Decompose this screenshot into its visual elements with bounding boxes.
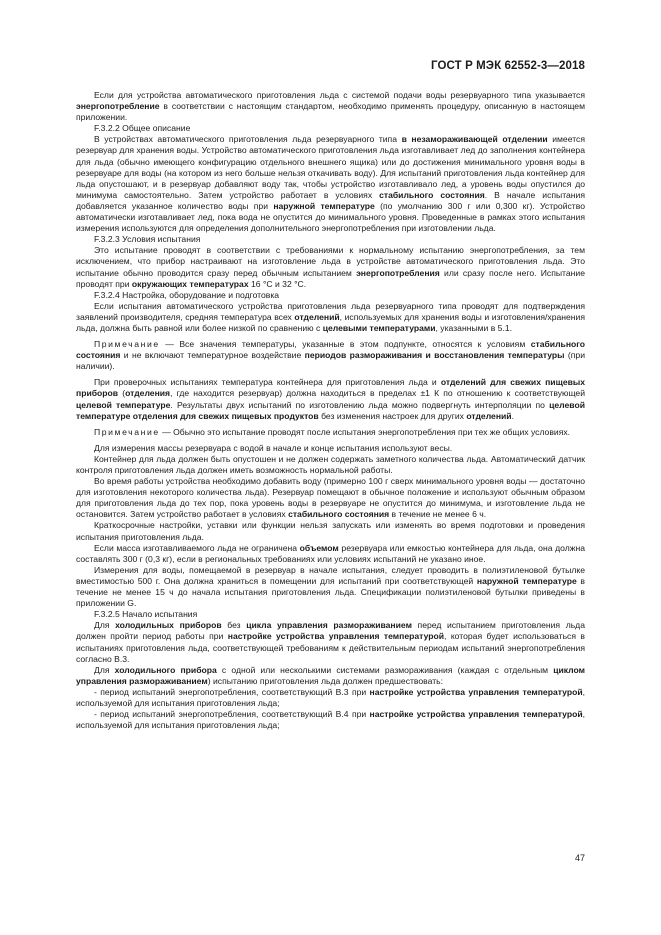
text-run: без — [221, 620, 247, 631]
text-run: F.3.2.3 Условия испытания — [94, 234, 201, 245]
term-bold: отделений для свежих пищевых приборов — [76, 377, 586, 399]
term-bold: энергопотребление — [76, 101, 160, 112]
term-bold: в незамораживающей отделении — [401, 134, 548, 145]
standard-header: ГОСТ Р МЭК 62552-3—2018 — [431, 60, 585, 72]
term-bold: наружной температуре — [273, 200, 375, 211]
text-run: F.3.2.5 Начало испытания — [94, 609, 198, 620]
text-run: , которая будет использоваться в испытаниях приготовления льда, соответствующей требованиям к действительным периодам испытаний энергопотребления согласно В.3. — [76, 631, 585, 664]
term-bold: окружающих температурах — [131, 278, 249, 289]
term-bold: стабильного состояния — [379, 189, 485, 200]
term-bold: стабильного состояния — [288, 509, 390, 520]
note-label: Примечание — [94, 339, 160, 350]
paragraph — [76, 620, 585, 664]
text-run: Для — [94, 664, 115, 675]
text-run: 16 °С и 32 °С. — [248, 278, 307, 289]
term-bold: целевой температуре — [76, 399, 171, 410]
text-run: F.3.2.2 Общее описание — [94, 123, 191, 134]
list-item — [76, 709, 585, 731]
paragraph — [76, 520, 585, 542]
paragraph — [76, 665, 585, 687]
text-run: , где находится резервуар) должна находиться в пределах ±1 К по отношению к соответствующей — [170, 388, 585, 399]
text-run: Для измерения массы резервуара с водой в начале и конце испытания используют весы. — [94, 442, 453, 453]
text-run: с одной или несколькими системами размораживания (каждая с отдельным — [216, 664, 554, 675]
text-run: Во время работы устройства необходимо добавить воду (примерно 100 г сверх минимального уровня воды — достаточно для изготовления некоторого количества льда). Резервуар помещают в обычное положение и используют обычным образом для приготовления льда до тех пор, пока уровень воды в резервуаре не опустится до минимума, и изготовление льда не остановится. Затем устройство работает в условиях — [76, 476, 585, 520]
term-bold: стабильного состояния — [76, 339, 585, 361]
paragraph — [76, 476, 585, 520]
term-bold: наружной температуре — [476, 575, 577, 586]
text-run: Если масса изготавливаемого льда не ограничена — [94, 542, 300, 553]
text-run: Если испытания автоматического устройства приготовления льда резервуарного типа проводят для подтверждения заявлений производителя, средняя температура всех — [76, 300, 585, 322]
section-heading — [76, 234, 585, 245]
term-bold: объемом — [299, 542, 339, 553]
text-run: имеется резервуар для хранения воды. Устройство автоматического приготовления льда изготавливает лед до заполнения контейнера для льда (обычно имеющего конфигурацию отдельного внешнего ящика) или до достижения минимального уровня воды в резервуаре для воды (на котором из него больше нельзя откачивать воду). Для испытаний приготовления льда контейнер для льда опустошают, и в резервуар добавляют воду так, чтобы устройство изготавливало лед, а уровень воды опустился до минимума самостоятельно. Затем устройство работает в условиях — [76, 134, 585, 200]
text-run: В устройствах автоматического приготовления льда резервуарного типа — [94, 134, 402, 145]
term-bold: периодов размораживания и восстановления температуры — [304, 350, 565, 361]
paragraph — [76, 377, 585, 421]
section-heading — [76, 290, 585, 301]
paragraph — [76, 543, 585, 565]
text-run: в соответствии с настоящим стандартом, необходимо применять процедуру, описанную в настоящем приложении. — [76, 101, 585, 123]
term-bold: настройке устройства управления температурой — [227, 631, 445, 642]
term-bold: цикла управления размораживанием — [246, 620, 412, 631]
term-bold: отделений — [294, 311, 340, 322]
text-run: Это испытание проводят в соответствии с требованиями к нормальному испытанию энергопотребления, за тем исключением, что прибор настраивают на изготовление льда в устройстве автоматического приготовления льда. Это испытание обычно проводится сразу перед обычным испытанием — [76, 245, 585, 278]
note — [76, 339, 585, 372]
section-heading — [76, 123, 585, 134]
paragraph — [76, 565, 585, 609]
text-run: перед испытанием приготовления льда должен пройти период работы при — [76, 620, 585, 642]
text-run: и не включают температурное воздействие — [120, 350, 305, 361]
term-bold: отделения — [125, 388, 171, 399]
paragraph — [76, 90, 585, 123]
term-bold: настройке устройства управления температурой — [369, 686, 583, 697]
term-bold: целевой температуре отделения для свежих пищевых продуктов — [76, 399, 585, 421]
text-run: . В начале испытания добавляется указанное количество воды при — [76, 189, 586, 211]
text-run: , используемой для испытания приготовления льда; — [76, 709, 586, 731]
text-run: или сразу после него. Испытание проводят при — [76, 267, 585, 289]
body-text — [76, 90, 585, 731]
text-run: в течение не менее 15 ч до начала испытания приготовления льда. Спецификации полиэтиленовой бутылки приведены в приложении G. — [76, 575, 585, 609]
text-run: . Результаты двух испытаний по изготовлению льда можно подвергнуть интерполяции по — [170, 399, 550, 410]
term-bold: настройке устройства управления температурой — [369, 709, 583, 720]
text-run: Если для устройства автоматического приготовления льда с системой подачи воды резервуарного типа указывается — [94, 90, 585, 100]
note — [76, 427, 585, 438]
text-run: F.3.2.4 Настройка, оборудование и подготовка — [94, 289, 280, 300]
text-run: ( — [118, 388, 126, 399]
text-run: Краткосрочные настройки, уставки или функции нельзя запускать или изменять во время подготовки и проведения испытания приготовления льда. — [76, 520, 585, 542]
text-run: без изменения настроек для других — [318, 410, 467, 421]
text-run: Измерения для воды, помещаемой в резервуар в начале испытания, следует проводить в полиэтиленовой бутылке вместимостью 500 г. Она должна храниться в помещении для испытаний при соответствующей — [76, 564, 585, 586]
term-bold: циклом управления размораживанием — [76, 664, 585, 686]
text-run: Для — [94, 620, 116, 631]
paragraph — [76, 245, 585, 289]
text-run: , используемой для испытания приготовления льда; — [76, 686, 586, 708]
text-run: , используемых для хранения воды и изготовления/хранения льда, должна быть равной или более низкой по сравнению с — [76, 311, 586, 333]
text-run: — Обычно это испытание проводят после испытания энергопотребления при тех же общих условиях. — [159, 426, 571, 437]
text-run: - период испытаний энергопотребления, соответствующий В.4 при — [94, 709, 370, 720]
text-run: в течение не менее 6 ч. — [389, 509, 487, 520]
text-run: — Все значения температуры, указанные в этом подпункте, относятся к условиям — [159, 339, 531, 350]
page-number: 47 — [574, 853, 585, 863]
text-run: - период испытаний энергопотребления, соответствующий В.3 при — [94, 686, 370, 697]
text-run: , указанными в 5.1. — [435, 322, 513, 333]
section-heading — [76, 609, 585, 620]
term-bold: энергопотребления — [356, 267, 440, 278]
text-run: (при наличии). — [76, 350, 585, 372]
list-item — [76, 687, 585, 709]
paragraph — [76, 443, 585, 454]
term-bold: отделений — [466, 410, 512, 421]
paragraph — [76, 454, 585, 476]
term-bold: холодильного прибора — [114, 664, 217, 675]
text-run: (по умолчанию 300 г или 0,300 кг). Устройство автоматически изготавливает лед, пока вода не опустится до минимального уровня. Проведенные в рамках этого испытания измерения используются для определения дополнительного энергопотребления при изготовлении льда. — [76, 200, 585, 234]
term-bold: холодильных приборов — [115, 620, 222, 631]
text-run: резервуара или емкостью контейнера для льда, она должна составлять 300 г (0,3 кг), если в региональных требованиях или условиях испытаний не указано иное. — [76, 542, 585, 564]
term-bold: целевыми температурами — [322, 322, 436, 333]
text-run: ) испытанию приготовления льда должен предшествовать: — [207, 675, 444, 686]
text-run: При проверочных испытаниях температура контейнера для приготовления льда и — [94, 377, 441, 388]
text-run: . — [511, 410, 514, 421]
paragraph — [76, 134, 585, 234]
paragraph — [76, 301, 585, 334]
text-run: Контейнер для льда должен быть опустошен и не должен содержать заметного количества льда. Автоматический датчик контроля приготовления льда должен иметь возможность нормальной работы. — [76, 453, 585, 475]
note-label: Примечание — [94, 426, 160, 437]
